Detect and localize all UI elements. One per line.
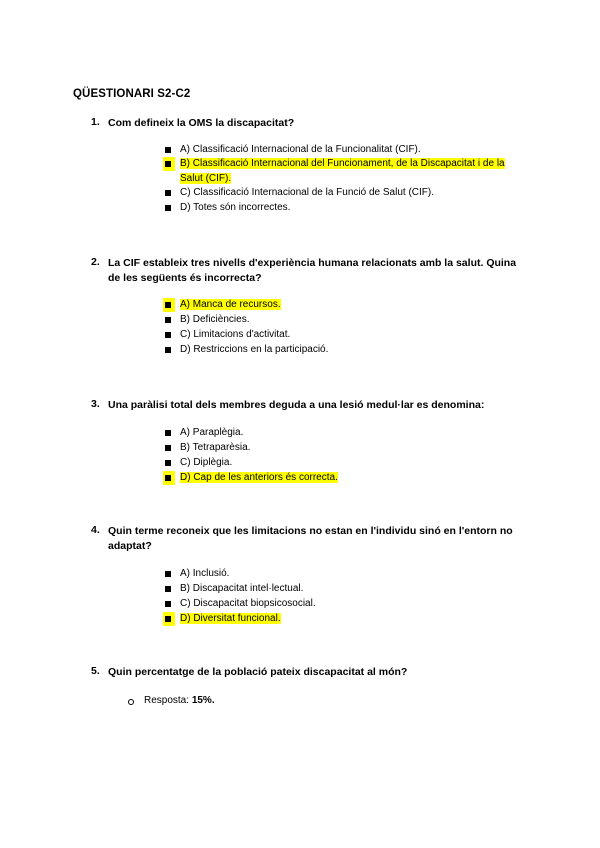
option-text: B) Tetraparèsia. xyxy=(180,442,251,453)
option-text: C) Diplègia. xyxy=(180,457,233,468)
square-bullet-icon xyxy=(163,186,175,200)
square-bullet-icon xyxy=(163,567,175,581)
option-text: A) Classificació Internacional de la Funcionalitat (CIF). xyxy=(180,144,421,155)
option-text: C) Limitacions d'activitat. xyxy=(180,329,291,340)
square-bullet-icon xyxy=(163,456,175,470)
square-bullet-icon xyxy=(163,157,175,171)
option-text: A) Inclusió. xyxy=(180,568,230,579)
question-number: 1. xyxy=(91,116,100,128)
option-text: B) Classificació Internacional del Funcionament, de la Discapacitat i de la Salut (CIF). xyxy=(180,158,505,184)
question-text: Una paràlisi total dels membres deguda a una lesió medul·lar es denomina: xyxy=(108,399,485,411)
option-text: C) Classificació Internacional de la Funció de Salut (CIF). xyxy=(180,187,434,198)
square-bullet-icon xyxy=(163,441,175,455)
circle-bullet-icon xyxy=(128,699,134,705)
question-text: Com defineix la OMS la discapacitat? xyxy=(108,117,295,129)
square-bullet-icon xyxy=(163,597,175,611)
square-bullet-icon xyxy=(163,143,175,157)
question-number: 5. xyxy=(91,665,100,677)
square-bullet-icon xyxy=(163,313,175,327)
option-text: D) Diversitat funcional. xyxy=(180,613,281,624)
option-text: D) Restriccions en la participació. xyxy=(180,344,329,355)
option-text: D) Cap de les anteriors és correcta. xyxy=(180,472,338,483)
square-bullet-icon xyxy=(163,328,175,342)
answer-value: 15%. xyxy=(191,695,215,706)
square-bullet-icon xyxy=(163,471,175,485)
answer-label: Resposta: xyxy=(144,695,190,706)
square-bullet-icon xyxy=(163,582,175,596)
question-number: 4. xyxy=(91,524,100,536)
option-text: D) Totes són incorrectes. xyxy=(180,202,291,213)
question-number: 2. xyxy=(91,256,100,268)
question-number: 3. xyxy=(91,398,100,410)
square-bullet-icon xyxy=(163,343,175,357)
square-bullet-icon xyxy=(163,612,175,626)
square-bullet-icon xyxy=(163,298,175,312)
option-text: A) Paraplègia. xyxy=(180,427,244,438)
option-text: C) Discapacitat biopsicosocial. xyxy=(180,598,316,609)
option-text: B) Discapacitat intel·lectual. xyxy=(180,583,304,594)
option-text: A) Manca de recursos. xyxy=(180,299,281,310)
question-text: Quin percentatge de la població pateix discapacitat al món? xyxy=(108,666,408,678)
question-text: La CIF estableix tres nivells d'experiència humana relacionats amb la salut. Quina de les següents és incorrecta? xyxy=(108,257,517,284)
square-bullet-icon xyxy=(163,426,175,440)
document-title: QÜESTIONARI S2-C2 xyxy=(73,88,191,100)
question-text: Quin terme reconeix que les limitacions no estan en l'individu sinó en l'entorn no adaptat? xyxy=(108,525,513,552)
option-text: B) Deficiències. xyxy=(180,314,250,325)
square-bullet-icon xyxy=(163,201,175,215)
